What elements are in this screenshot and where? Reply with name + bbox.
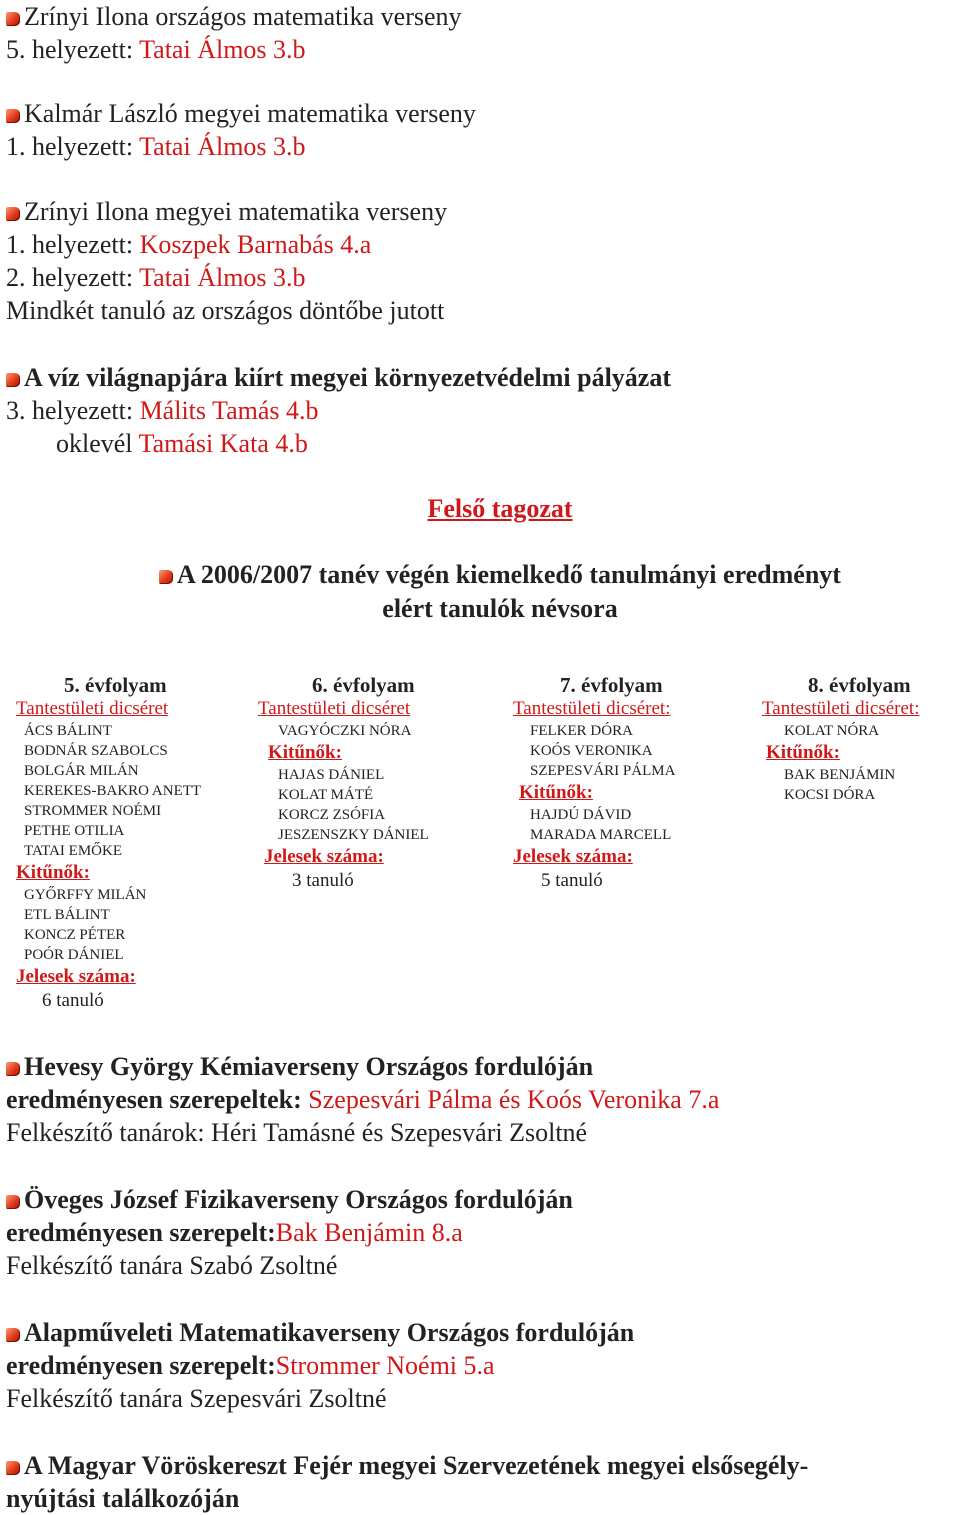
list-item: STROMMER NOÉMI xyxy=(24,803,162,819)
list-item: BAK BENJÁMIN xyxy=(784,767,896,783)
list-item: PETHE OTILIA xyxy=(24,823,125,839)
excellent-label: Kitűnők: xyxy=(268,742,342,763)
placement-label: oklevél xyxy=(56,429,139,458)
bullet-icon xyxy=(6,207,20,221)
list-item: KONCZ PÉTER xyxy=(24,927,126,943)
grade-column-7 xyxy=(513,673,758,893)
list-item: SZEPESVÁRI PÁLMA xyxy=(530,763,676,779)
praise-label: Tantestületi dicséret: xyxy=(762,698,920,719)
list-item: JESZENSZKY DÁNIEL xyxy=(278,827,429,843)
section-hevesy xyxy=(6,1050,956,1149)
list-item: ÁCS BÁLINT xyxy=(24,723,112,739)
list-item: HAJDÚ DÁVID xyxy=(530,807,632,823)
teacher-line: Felkészítő tanára Szepesvári Zsoltné xyxy=(6,1384,387,1413)
honor-title-line-2: elért tanulók névsora xyxy=(382,594,618,623)
section-title: Alapműveleti Matematikaverseny Országos fordulóján xyxy=(24,1318,635,1347)
list-item: MARADA MARCELL xyxy=(530,827,672,843)
bullet-icon xyxy=(6,109,20,123)
list-item: KEREKES-BAKRO ANETT xyxy=(24,783,202,799)
placement-label: 1. helyezett: xyxy=(6,230,140,259)
list-item: KOÓS VERONIKA xyxy=(530,743,653,759)
bullet-icon xyxy=(159,570,173,584)
bullet-icon xyxy=(6,1461,20,1475)
section-title: Öveges József Fizikaverseny Országos fordulóján xyxy=(24,1185,573,1214)
praise-label: Tantestületi dicséret xyxy=(258,698,411,719)
placement-name: Tatai Álmos 3.b xyxy=(139,132,306,161)
placement-name: Tatai Álmos 3.b xyxy=(139,35,306,64)
upper-school-heading: Felső tagozat xyxy=(427,494,573,523)
list-item: KOLAT MÁTÉ xyxy=(278,787,374,803)
list-item: KOLAT NÓRA xyxy=(784,723,880,739)
placement-label: 1. helyezett: xyxy=(6,132,140,161)
bullet-icon xyxy=(6,373,20,387)
good-label: Jelesek száma: xyxy=(264,846,384,867)
result-names: Strommer Noémi 5.a xyxy=(275,1351,495,1380)
good-count: 3 tanuló xyxy=(292,870,354,891)
section-zrinyi-national xyxy=(6,0,956,66)
result-names: Szepesvári Pálma és Koós Veronika 7.a xyxy=(308,1085,720,1114)
grade-column-8 xyxy=(762,673,960,805)
list-item: ETL BÁLINT xyxy=(24,907,110,923)
bullet-icon xyxy=(6,12,20,26)
result-names: Bak Benjámin 8.a xyxy=(275,1218,463,1247)
list-item: BOLGÁR MILÁN xyxy=(24,763,139,779)
placement-label: 2. helyezett: xyxy=(6,263,140,292)
list-item: GYŐRFFY MILÁN xyxy=(24,887,147,903)
section-alapmuveleti xyxy=(6,1316,956,1415)
result-label: eredményesen szerepelt: xyxy=(6,1218,276,1247)
result-label: eredményesen szerepelt: xyxy=(6,1351,276,1380)
placement-label: 5. helyezett: xyxy=(6,35,140,64)
placement-name: Koszpek Barnabás 4.a xyxy=(139,230,372,259)
praise-label: Tantestületi dicséret xyxy=(16,698,169,719)
section-note: Mindkét tanuló az országos döntőbe jutott xyxy=(6,296,445,325)
grade-heading: 8. évfolyam xyxy=(808,673,911,697)
honor-title-line-1: A 2006/2007 tanév végén kiemelkedő tanulmányi eredményt xyxy=(177,560,841,589)
list-item: KOCSI DÓRA xyxy=(784,787,876,803)
excellent-label: Kitűnők: xyxy=(519,782,593,803)
teacher-line: Felkészítő tanára Szabó Zsoltné xyxy=(6,1251,338,1280)
list-item: KORCZ ZSÓFIA xyxy=(278,807,386,823)
placement-name: Tatai Álmos 3.b xyxy=(139,263,306,292)
grade-heading: 5. évfolyam xyxy=(64,673,167,697)
list-item: POÓR DÁNIEL xyxy=(24,947,124,963)
section-title: Hevesy György Kémiaverseny Országos fordulóján xyxy=(24,1052,594,1081)
list-item: FELKER DÓRA xyxy=(530,723,633,739)
section-kalmar-county xyxy=(6,97,956,163)
grade-column-6 xyxy=(258,673,503,893)
grade-heading: 6. évfolyam xyxy=(312,673,415,697)
honor-title xyxy=(0,560,960,590)
placement-name: Málits Tamás 4.b xyxy=(139,396,319,425)
list-item: HAJAS DÁNIEL xyxy=(278,767,385,783)
section-title: Kalmár László megyei matematika verseny xyxy=(24,99,476,128)
placement-name: Tamási Kata 4.b xyxy=(138,429,308,458)
list-item: BODNÁR SZABOLCS xyxy=(24,743,168,759)
bullet-icon xyxy=(6,1062,20,1076)
section-title-line-2: nyújtási találkozóján xyxy=(6,1484,240,1513)
good-label: Jelesek száma: xyxy=(513,846,633,867)
section-title: Zrínyi Ilona megyei matematika verseny xyxy=(24,197,448,226)
praise-label: Tantestületi dicséret: xyxy=(513,698,671,719)
grade-column-5 xyxy=(16,673,261,1013)
section-title: Zrínyi Ilona országos matematika verseny xyxy=(24,2,462,31)
grade-heading: 7. évfolyam xyxy=(560,673,663,697)
bullet-icon xyxy=(6,1328,20,1342)
good-count: 6 tanuló xyxy=(42,990,104,1011)
section-title: A Magyar Vöröskereszt Fejér megyei Szervezetének megyei elsősegély- xyxy=(24,1451,809,1480)
good-count: 5 tanuló xyxy=(541,870,603,891)
result-label: eredményesen szerepeltek: xyxy=(6,1085,309,1114)
section-title: A víz világnapjára kiírt megyei környezetvédelmi pályázat xyxy=(24,363,672,392)
list-item: VAGYÓCZKI NÓRA xyxy=(278,723,412,739)
teacher-line: Felkészítő tanárok: Héri Tamásné és Szepesvári Zsoltné xyxy=(6,1118,588,1147)
section-zrinyi-county xyxy=(6,195,956,327)
section-water-day xyxy=(6,361,956,460)
placement-label: 3. helyezett: xyxy=(6,396,140,425)
excellent-label: Kitűnők: xyxy=(766,742,840,763)
list-item: TATAI EMŐKE xyxy=(24,843,122,859)
section-red-cross xyxy=(6,1449,956,1515)
good-label: Jelesek száma: xyxy=(16,966,136,987)
excellent-label: Kitűnők: xyxy=(16,862,90,883)
section-oveges xyxy=(6,1183,956,1282)
bullet-icon xyxy=(6,1195,20,1209)
